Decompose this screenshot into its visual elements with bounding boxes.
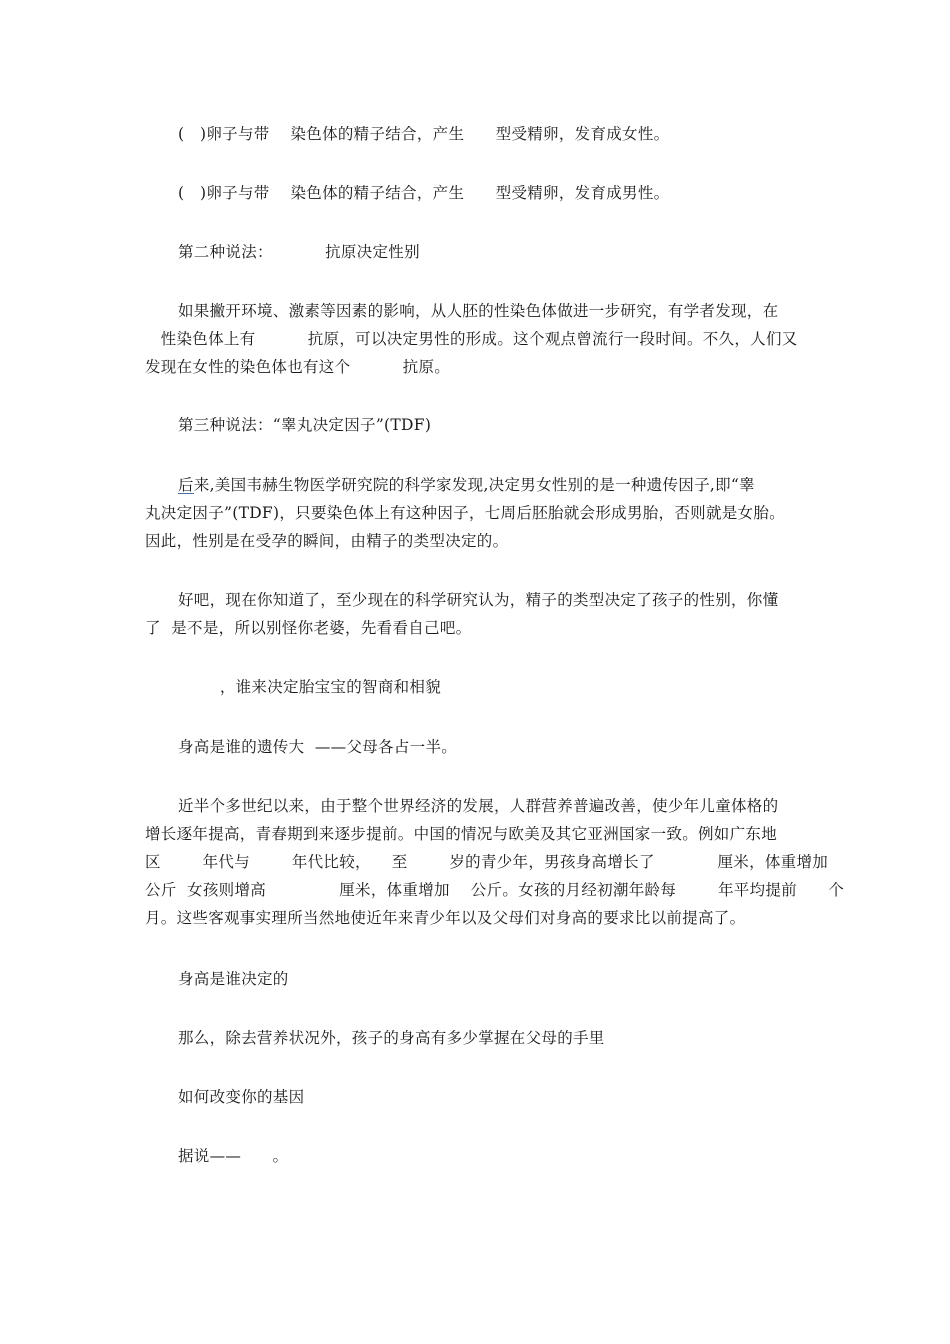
paragraph-line: 好吧，现在你知道了，至少现在的科学研究认为，精子的类型决定了孩子的性别，你懂 [178,591,779,609]
section-heading: 第二种说法： 抗原决定性别 [178,243,420,261]
section-heading: 身高是谁决定的 [178,970,289,988]
paragraph-line: 如果撇开环境、激素等因素的影响，从人胚的性染色体做进一步研究，有学者发现，在 [178,302,779,320]
paragraph-line: 月。这些客观事实理所当然地使近年来青少年以及父母们对身高的要求比以前提高了。 [145,909,746,927]
section-heading: 如何改变你的基因 [178,1088,305,1106]
text-line: 那么，除去营养状况外，孩子的身高有多少掌握在父母的手里 [178,1029,605,1047]
paragraph-line [178,475,810,495]
text-line: ( )卵子与带 染色体的精子结合，产生 型受精卵，发育成男性。 [178,184,670,202]
paragraph-line: 近半个多世纪以来，由于整个世界经济的发展，人群营养普遍改善，使少年儿童体格的 [178,797,779,815]
text-line: 据说—— 。 [178,1147,289,1165]
text-line: ( )卵子与带 染色体的精子结合，产生 型受精卵，发育成女性。 [178,125,670,143]
section-heading: ，谁来决定胎宝宝的智商和相貌 [178,678,442,696]
hyperlink[interactable]: 后 [178,476,194,494]
paragraph-line: 增长逐年提高，青春期到来逐步提前。中国的情况与欧美及其它亚洲国家一致。例如广东地 [145,825,778,843]
section-heading: 第三种说法：“睾丸决定因子”(TDF) [178,416,432,434]
paragraph-line: 因此，性别是在受孕的瞬间，由精子的类型决定的。 [145,532,509,550]
paragraph-line: 性染色体上有 抗原，可以决定男性的形成。这个观点曾流行一段时间。不久，人们又 [145,330,798,348]
paragraph-line: 了 是不是，所以别怪你老婆，先看看自己吧。 [145,619,472,637]
paragraph-line: 丸决定因子”(TDF)，只要染色体上有这种因子，七周后胚胎就会形成男胎，否则就是女胎。 [145,504,785,522]
paragraph-line: 发现在女性的染色体也有这个 抗原。 [145,358,451,376]
paragraph-line: 公斤 女孩则增高 厘米，体重增加 公斤。女孩的月经初潮年龄每 年平均提前 个 [145,881,845,899]
paragraph-line: 区 年代与 年代比较， 至 岁的青少年，男孩身高增长了 厘米，体重增加 [145,853,829,871]
paragraph-text: 来,美国韦赫生物医学研究院的科学家发现,决定男女性别的是一种遗传因子,即“睾 [193,476,755,494]
section-heading: 身高是谁的遗传大 ——父母各占一半。 [178,738,458,756]
